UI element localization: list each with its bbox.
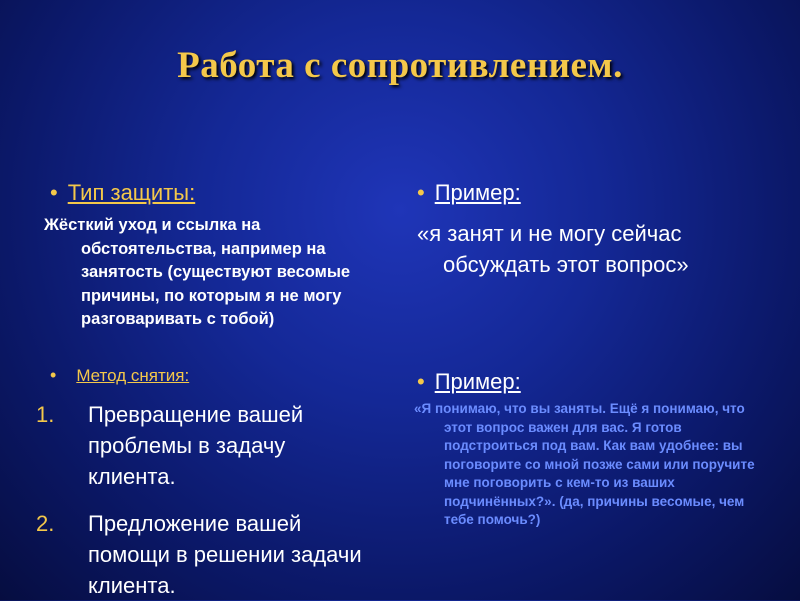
bullet-icon: • <box>50 180 58 205</box>
method-text: Превращение вашей проблемы в задачу клиента. <box>88 402 304 489</box>
method-text: Предложение вашей помощи в решении задачи клиента. <box>88 511 362 598</box>
method-number: 2. <box>36 511 55 536</box>
method-number: 1. <box>36 402 55 427</box>
example1-text: «я занят и не могу сейчас обсуждать этот вопрос» <box>417 221 689 277</box>
bullet-icon: • <box>417 369 425 394</box>
type-description: Жёсткий уход и ссылка на обстоятельства, например на занятость (существуют весомые причины, по которым я не могу разговаривать с тобой) <box>44 216 351 329</box>
example1-heading <box>417 180 521 206</box>
type-heading-label[interactable]: Тип защиты: <box>67 180 196 205</box>
example2-text: «Я понимаю, что вы заняты. Ещё я понимаю, что этот вопрос важен для вас. Я готов подстроиться под вам. Как вам удобнее: вы поговорите со мной позже сами или поручите мне поговорить с кем-то из ваших подчинённых?». (да, причины весомые, чем тебе помочь?) <box>414 401 755 527</box>
example2-heading-label[interactable]: Пример: <box>434 369 521 394</box>
slide-title: Работа с сопротивлением. <box>177 45 623 86</box>
bullet-icon: • <box>417 180 425 205</box>
method-heading-label[interactable]: Метод снятия: <box>76 366 190 385</box>
method-heading <box>50 366 189 386</box>
method-item-2 <box>36 508 376 601</box>
example1-heading-label[interactable]: Пример: <box>434 180 521 205</box>
type-heading <box>50 180 195 206</box>
example2-heading <box>417 369 521 395</box>
method-item-1 <box>36 399 376 492</box>
bullet-icon: • <box>50 365 57 385</box>
